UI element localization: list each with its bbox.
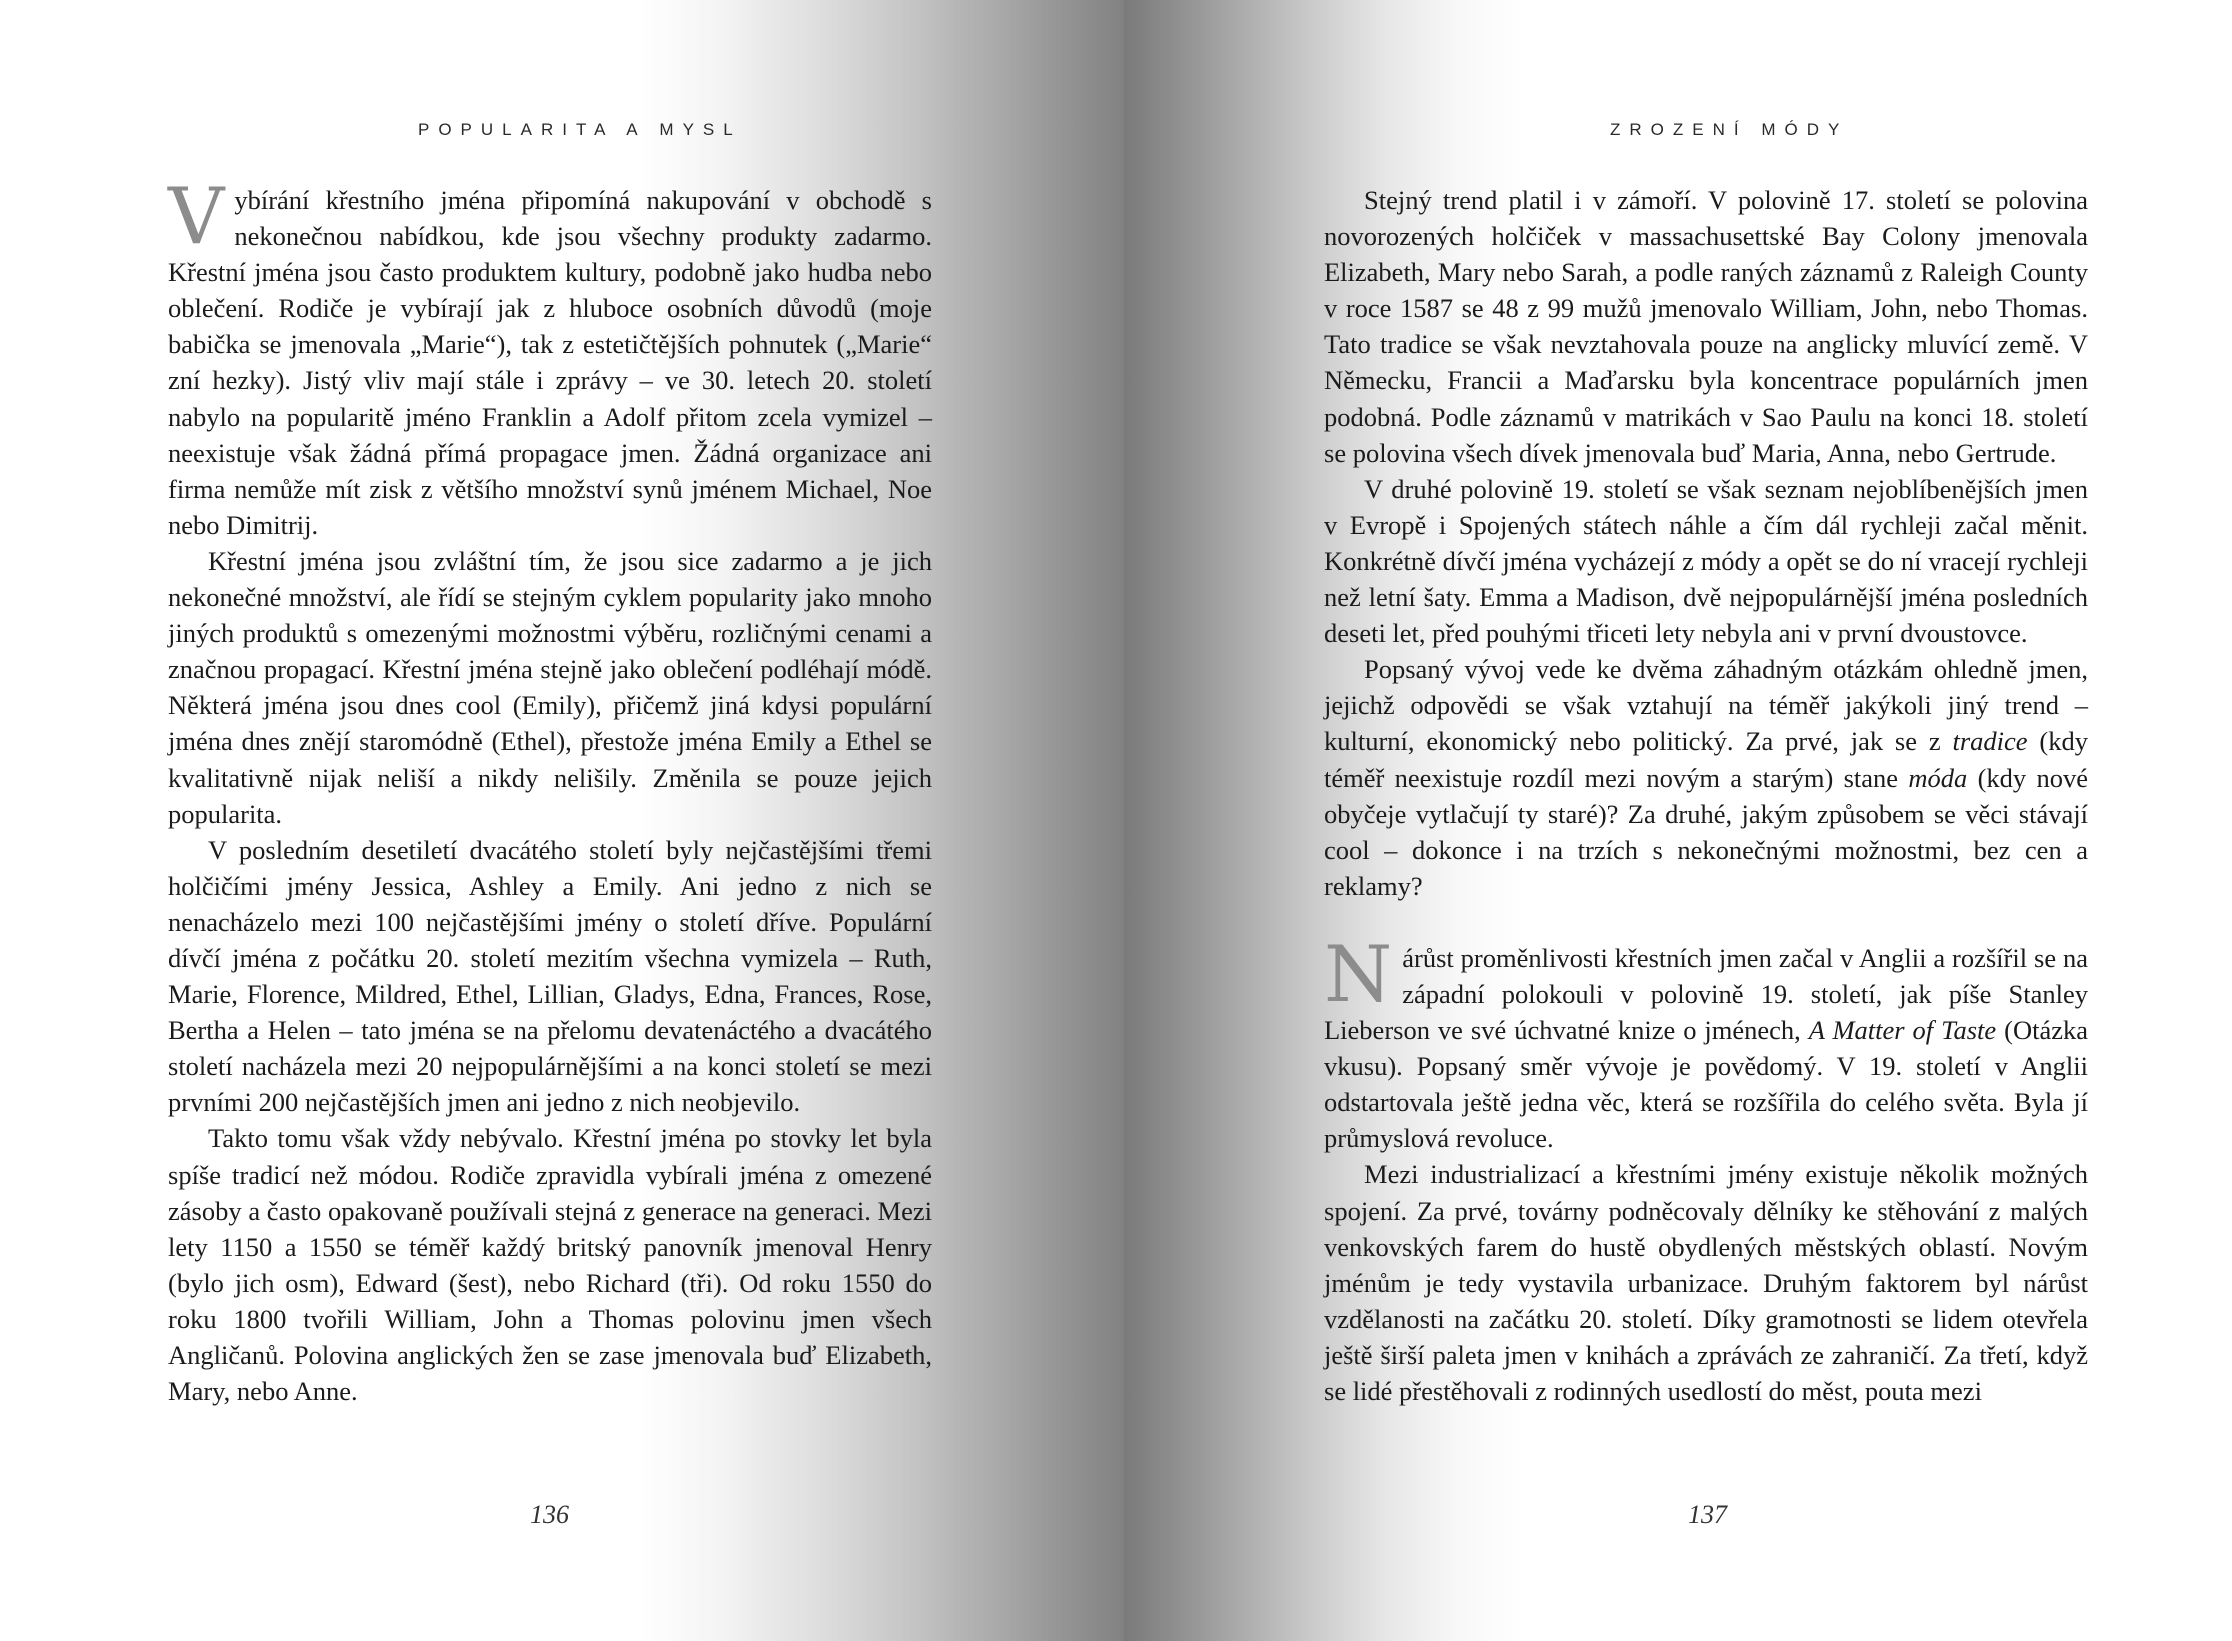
italic-term: móda — [1908, 762, 1968, 793]
italic-term: tradice — [1952, 726, 2028, 757]
right-text-block — [1324, 182, 2088, 1409]
paragraph — [1324, 651, 2088, 904]
running-head-right: ZROZENÍ MÓDY — [1610, 120, 1849, 139]
running-head-left: POPULARITA A MYSL — [418, 120, 742, 139]
right-page — [1124, 0, 2232, 1641]
paragraph: Takto tomu však vždy nebývalo. Křestní jména po stovky let byla spíše tradicí než módou. Rodiče zpravidla vybírali jména z omezené zásoby a často opakovaně používali stejná z generace na generaci. Mezi lety 1150 a 1550 se téměř každý britský panovník jmenoval Henry (bylo jich osm), Edward (šest), nebo Richard (tři). Od roku 1550 do roku 1800 tvořili William, John a Thomas polovinu jmen všech Angličanů. Polovina anglických žen se zase jmenovala buď Elizabeth, Mary, nebo Anne. — [168, 1123, 932, 1407]
paragraph-text: (kdy nové obyčeje vytlačují ty staré)? Za druhé, jakým způsobem se věci stávají cool – dokonce i na trzích s nekonečnými možnostmi, bez cen a reklamy? — [1324, 762, 2089, 901]
paragraph-text: (kdy téměř neexistuje rozdíl mezi novým a starým) stane — [1324, 726, 2088, 793]
paragraph: V druhé polovině 19. století se však seznam nejoblíbenějších jmen v Evropě i Spojených státech náhle a čím dál rychleji začal měnit. Konkrétně dívčí jména vycházejí z módy a opět se do ní vracejí rychleji než letní šaty. Emma a Madison, dvě nejpopulárnější jména posledních deseti let, před pouhými třiceti lety nebyla ani v první dvoustovce. — [1324, 473, 2088, 649]
paragraph-text: Popsaný vývoj vede ke dvěma záhadným otázkám ohledně jmen, jejichž odpovědi se však vztahují na téměř jakýkoli jiný trend – kulturní, ekonomický nebo politický. Za prvé, jak se z — [1324, 654, 2088, 757]
page-number-left: 136 — [530, 1500, 569, 1529]
page-number-right: 137 — [1688, 1500, 1727, 1529]
paragraph-text: árůst proměnlivosti křestních jmen začal v Anglii a rozšířil se na západní polokouli v polovině 19. století, jak píše Stanley Lieberson ve své úchvatné knize o jménech, — [1324, 942, 2088, 1046]
drop-cap: N — [1324, 929, 1393, 1020]
paragraph: V posledním desetiletí dvacátého století byly nejčastějšími třemi holčičími jmény Jessica, Ashley a Emily. Ani jedno z nich se nenacházelo mezi 100 nejčastějšími jmény o století dříve. Populární dívčí jména z počátku 20. století mezitím všechna vymizela – Ruth, Marie, Florence, Mildred, Ethel, Lillian, Gladys, Edna, Frances, Rose, Bertha a Helen – tato jména se na přelomu devatenáctého a dvacátého století nacházela mezi 20 nejpopulárnějšími a na konci století se mezi prvními 200 nejčastějších jmen ani jedno z nich neobjevilo. — [168, 834, 932, 1118]
paragraph-text: (Otázka vkusu). Popsaný směr vývoje je povědomý. V 19. století v Anglii odstartovala ještě jedna věc, která se rozšířila do celého světa. Byla jí průmyslová revoluce. — [1324, 1015, 2088, 1154]
book-title: A Matter of Taste — [1808, 1015, 1997, 1046]
paragraph-text: ybírání křestního jména připomíná nakupování v obchodě s nekonečnou nabídkou, kde jsou všechny produkty zadarmo. Křestní jména jsou často produktem kultury, podobně jako hudba nebo oblečení. Rodiče je vybírají jak z hluboce osobních důvodů (moje babička se jmenovala „Marie“), tak z estetičtějších pohnutek („Marie“ zní hezky). Jistý vliv mají stále i zprávy – ve 30. letech 20. století nabylo na popularitě jméno Franklin a Adolf přitom zcela vymizel – neexistuje však žádná přímá propagace jmen. Žádná organizace ani firma nemůže mít zisk z většího množství synů jménem Michael, Noe nebo Dimitrij. — [168, 185, 932, 540]
drop-cap: V — [168, 172, 225, 262]
paragraph: Stejný trend platil i v zámoří. V polovině 17. století se polovina novorozených holčiček v massachusettské Bay Colony jmenovala Elizabeth, Mary nebo Sarah, a podle raných záznamů z Raleigh County v roce 1587 se 48 z 99 mužů jmenovalo William, John, nebo Thomas. Tato tradice se však nevztahovala pouze na anglicky mluvící země. V Německu, Francii a Maďarsku byla koncentrace populárních jmen podobná. Podle záznamů v matrikách v Sao Paulu na konci 18. století se polovina všech dívek jmenovala buď Maria, Anna, nebo Gertrude. — [1324, 185, 2088, 468]
left-text-block — [168, 172, 932, 1409]
paragraph: Křestní jména jsou zvláštní tím, že jsou sice zadarmo a je jich nekonečné množství, ale řídí se stejným cyklem popularity jako mnoho jiných produktů s omezenými možnostmi výběru, rozličnými cenami a značnou propagací. Křestní jména stejně jako oblečení podléhají módě. Některá jména jsou dnes cool (Emily), přičemž jiná kdysi populární jména dnes znějí staromódně (Ethel), přestože jména Emily a Ethel se kvalitativně nijak neliší a nikdy nelišily. Změnila se pouze jejich popularita. — [168, 545, 932, 829]
paragraph — [168, 172, 932, 543]
paragraph — [1324, 929, 2088, 1157]
paragraph: Mezi industrializací a křestními jmény existuje několik možných spojení. Za prvé, továrny podněcovaly dělníky ke stěhování z malých venkovských farem do hustě obydlených městských oblastí. Novým jménům je tedy vystavila urbanizace. Druhým faktorem byl nárůst vzdělanosti na začátku 20. století. Díky gramotnosti se lidem otevřela ještě širší paleta jmen v knihách a zprávách ze zahraničí. Za třetí, když se lidé přestěhovali z rodinných usedlostí do měst, pouta mezi — [1324, 1159, 2088, 1406]
